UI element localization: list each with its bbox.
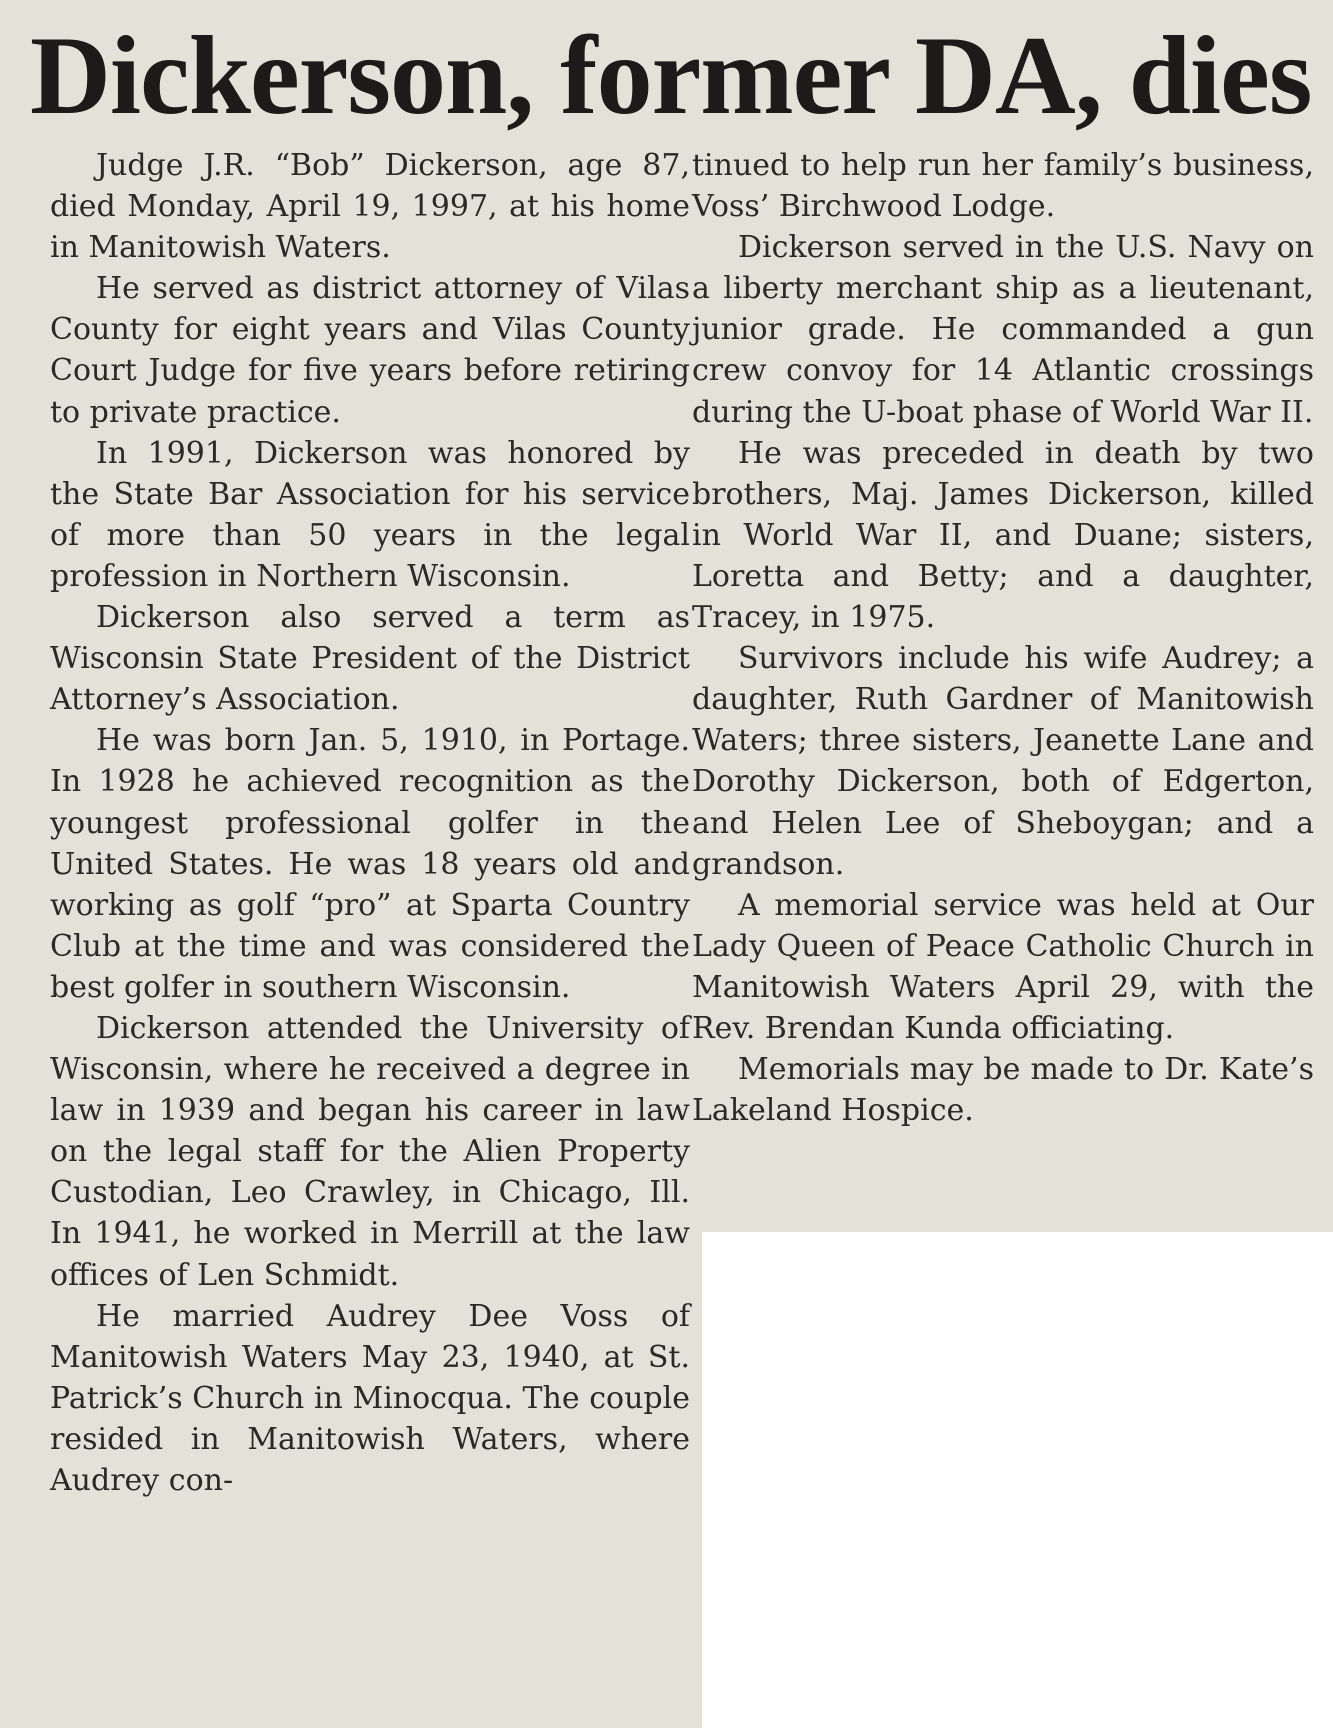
- paragraph-education: Dickerson attended the University of Wisconsin, where he received a degree in law in 1939 and began his career in law on the legal staff for the Alien Property Custodian, Leo Crawley, in Chicago, Ill. In 1941, he worked in Merrill at the law offices of Len Schmidt.: [50, 1010, 690, 1293]
- article-column-left: [50, 145, 690, 1501]
- paragraph-memorials: Memorials may be made to Dr. Kate’s Lakeland Hospice.: [692, 1052, 1314, 1129]
- paragraph-survivors: Survivors include his wife Audrey; a daughter, Ruth Gardner of Manitowish Waters; three sisters, Jeanette Lane and Dorothy Dickerson, both of Edgerton, and Helen Lee of Sheboygan; and a grandson.: [692, 641, 1314, 882]
- paragraph-navy-service: Dickerson served in the U.S. Navy on a liberty merchant ship as a lieutenant, junior grade. He commanded a gun crew convoy for 14 Atlantic crossings during the U-boat phase of World War II.: [692, 230, 1314, 430]
- paragraph-memorial-service: A memorial service was held at Our Lady Queen of Peace Catholic Church in Manitowish Waters April 29, with the Rev. Brendan Kunda officiating.: [692, 887, 1314, 1046]
- headline: Dickerson, former DA, dies: [30, 14, 1312, 138]
- paragraph-lead: Judge J.R. “Bob” Dickerson, age 87, died Monday, April 19, 1997, at his home in Manitowish Waters.: [50, 148, 690, 266]
- paragraph-state-president: Dickerson also served a term as Wisconsin State President of the District Attorney’s Association.: [50, 600, 690, 718]
- article-column-right: [692, 145, 1314, 1131]
- paragraph-bar-honor: In 1991, Dickerson was honored by the State Bar Association for his service of more than 50 years in the legal profession in Northern Wisconsin.: [50, 435, 690, 594]
- paragraph-marriage: He married Audrey Dee Voss of Manitowish Waters May 23, 1940, at St. Patrick’s Church in Minocqua. The couple resided in Manitowish Waters, where Audrey con-: [50, 1298, 690, 1498]
- paragraph-marriage-continued: tinued to help run her family’s business, Voss’ Birchwood Lodge.: [692, 148, 1314, 225]
- paragraph-early-life: He was born Jan. 5, 1910, in Portage. In 1928 he achieved recognition as the youngest professional golfer in the United States. He was 18 years old and working as golf “pro” at Sparta Country Club at the time and was considered the best golfer in southern Wisconsin.: [50, 723, 690, 1005]
- paragraph-district-attorney: He served as district attorney of Vilas County for eight years and Vilas County Court Judge for five years before retiring to private practice.: [50, 271, 690, 430]
- paragraph-preceded-in-death: He was preceded in death by two brothers, Maj. James Dickerson, killed in World War II, and Duane; sisters, Loretta and Betty; and a daughter, Tracey, in 1975.: [692, 435, 1314, 636]
